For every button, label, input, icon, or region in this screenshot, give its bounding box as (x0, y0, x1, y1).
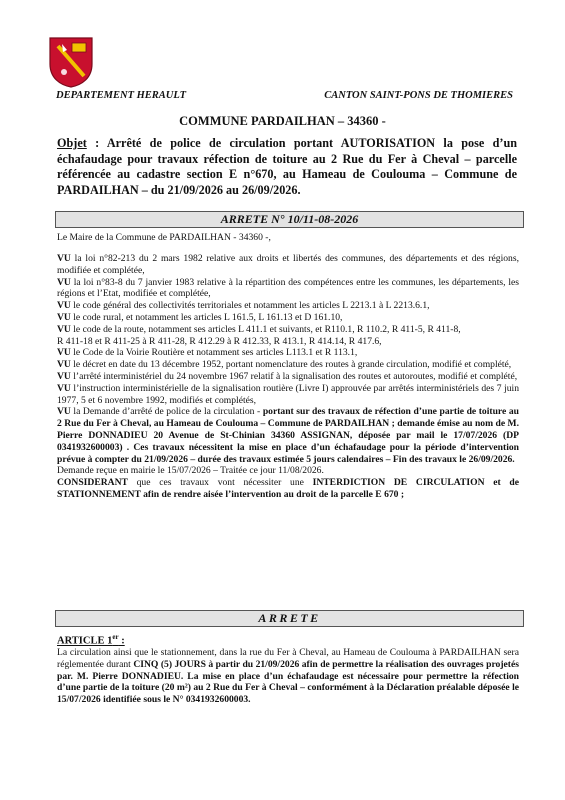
vu-text: la loi n°83-8 du 7 janvier 1983 relative à la répartition des compétences entre les communes, les départements, les régions et l’Etat, modifiée et complétée, (57, 276, 519, 300)
considerant-bold: INTERDICTION DE CIRCULATION et de STATIONNEMENT afin de rendre aisée l’intervention au droit de la parcelle E 670 ; (57, 477, 520, 500)
article-1-title (57, 633, 125, 647)
article-1-label: ARTICLE 1 (57, 635, 113, 647)
vu-word: VU (57, 300, 71, 312)
vu-line (57, 300, 519, 312)
arrete-number-bar: ARRETE N° 10/11-08-2026 (55, 211, 524, 228)
vu-line (57, 347, 519, 359)
visas-block (57, 253, 519, 501)
vu-word: VU (57, 370, 71, 382)
vu-text: R 411-18 et R 411-25 à R 411-28, R 412.29 à R 412.33, R 413.1, R 414.14, R 417.6, (57, 335, 382, 347)
considerant-normal: que ces travaux vont nécessiter une (127, 477, 313, 489)
article-1-normal: La circulation ainsi que le stationnement, dans la rue du Fer à Cheval, au Hameau de Coulouma à PARDAILHAN sera réglementée durant (57, 647, 519, 670)
vu-word: VU (57, 323, 71, 335)
vu-text: l’arrêté interministériel du 24 novembre 1967 relatif à la signalisation des routes et autoroutes, modifié et complété, (70, 370, 518, 382)
arrete-heading-bar: ARRETE (55, 610, 524, 627)
maire-line (57, 232, 519, 244)
header-line (56, 90, 513, 101)
vu-line (57, 383, 519, 407)
vu-text: l’instruction interministérielle de la signalisation routière (Livre I) approuvée par arrêtés interministériels des 7 juin 1977, 5 et 6 novembre 1992, modifiés et complétés, (57, 382, 519, 406)
objet-text: : Arrêté de police de circulation portant AUTORISATION la pose d’un échafaudage pour travaux réfection de toiture au 2 Rue du Fer à Cheval – parcelle référencée au cadastre section E n°670, au Hameau de Coulouma – Commune de PARDAILHAN – du 21/09/2026 au 26/09/2026. (57, 136, 517, 197)
canton-label: CANTON SAINT-PONS DE THOMIERES (324, 90, 513, 101)
vu-word: VU (57, 359, 71, 371)
vu-list (57, 253, 519, 406)
article-1-paragraph (57, 647, 519, 706)
vu-word: VU (57, 276, 71, 288)
vu-line (57, 336, 519, 348)
considerant-word: CONSIDERANT (57, 477, 128, 489)
commune-title: COMMUNE PARDAILHAN – 34360 - (179, 114, 386, 128)
objet-paragraph (57, 136, 517, 198)
demande-bold: portant sur des travaux de réfection d’une partie de toiture au 2 Rue du Fer à Cheval, au Hameau de Coulouma – Commune de PARDAILHAN ; demande émise au nom de M. Pierre DONNADIEU 20 Avenue de St-Chinian 34360 ASSIGNAN, déposée par mail le 17/07/2026 (DP 0341932600003) . Ces travaux nécessitent la mise en place d’un échafaudage pour la période d’intervention prévue à compter du 21/09/2026 – durée des travaux estimée 5 jours calendaires – Fin des travaux le 26/09/2026. (57, 406, 519, 465)
vu-text: le décret en date du 13 décembre 1952, portant nomenclature des routes à grande circulation, modifié et complété, (70, 359, 512, 371)
vu-line (57, 277, 519, 301)
vu-line (57, 312, 519, 324)
vu-text: le code rural, et notamment les articles L 161.5, L 161.13 et D 161.10, (70, 311, 343, 323)
coat-of-arms-icon (48, 36, 94, 88)
considerant-paragraph (57, 477, 519, 501)
objet-label: Objet (57, 136, 87, 150)
vu-word: VU (57, 406, 71, 418)
vu-word: VU (57, 382, 71, 394)
article-1-sup: er (112, 633, 119, 641)
vu-word: VU (57, 347, 71, 359)
maire-text: Le Maire de la Commune de PARDAILHAN - 34360 -, (57, 232, 271, 243)
article-1-bold: CINQ (5) JOURS à partir du 21/09/2026 afin de permettre la réalisation des ouvrages projetés par. M. Pierre DONNADIEU. La mise en place d’un échafaudage est nécessaire pour permettre la réfection d’une partie de la toiture (20 m²) au 2 Rue du Fer à Cheval – conformément à la Déclaration préalable déposée le 15/07/2026 identifiée sous le N° 0341932600003. (57, 658, 519, 706)
vu-text: le Code de la Voirie Routière et notamment ses articles L113.1 et R 113.1, (70, 347, 358, 359)
vu-word: VU (57, 311, 71, 323)
vu-text: la loi n°82-213 du 2 mars 1982 relative aux droits et libertés des communes, des départements et des régions, modifiée et complétée, (57, 253, 519, 276)
vu-word: VU (57, 253, 71, 264)
department-label: DEPARTEMENT HERAULT (56, 90, 187, 101)
article-1-body (57, 647, 519, 706)
vu-line (57, 253, 519, 277)
demande-recue: Demande reçue en mairie le 15/07/2026 – Traitée ce jour 11/08/2026. (57, 465, 324, 477)
vu-text: le code de la route, notamment ses articles L 411.1 et suivants, et R110.1, R 110.2, R 411-5, R 411-8, (70, 323, 461, 335)
vu-line (57, 371, 519, 383)
article-1-suffix: : (118, 635, 125, 647)
demande-paragraph (57, 406, 519, 465)
vu-line (57, 359, 519, 371)
demande-normal: la Demande d’arrêté de police de la circulation - (70, 406, 263, 418)
vu-text: le code général des collectivités territoriales et notamment les articles L 2213.1 à L 2213.6.1, (70, 300, 430, 312)
vu-line (57, 324, 519, 336)
